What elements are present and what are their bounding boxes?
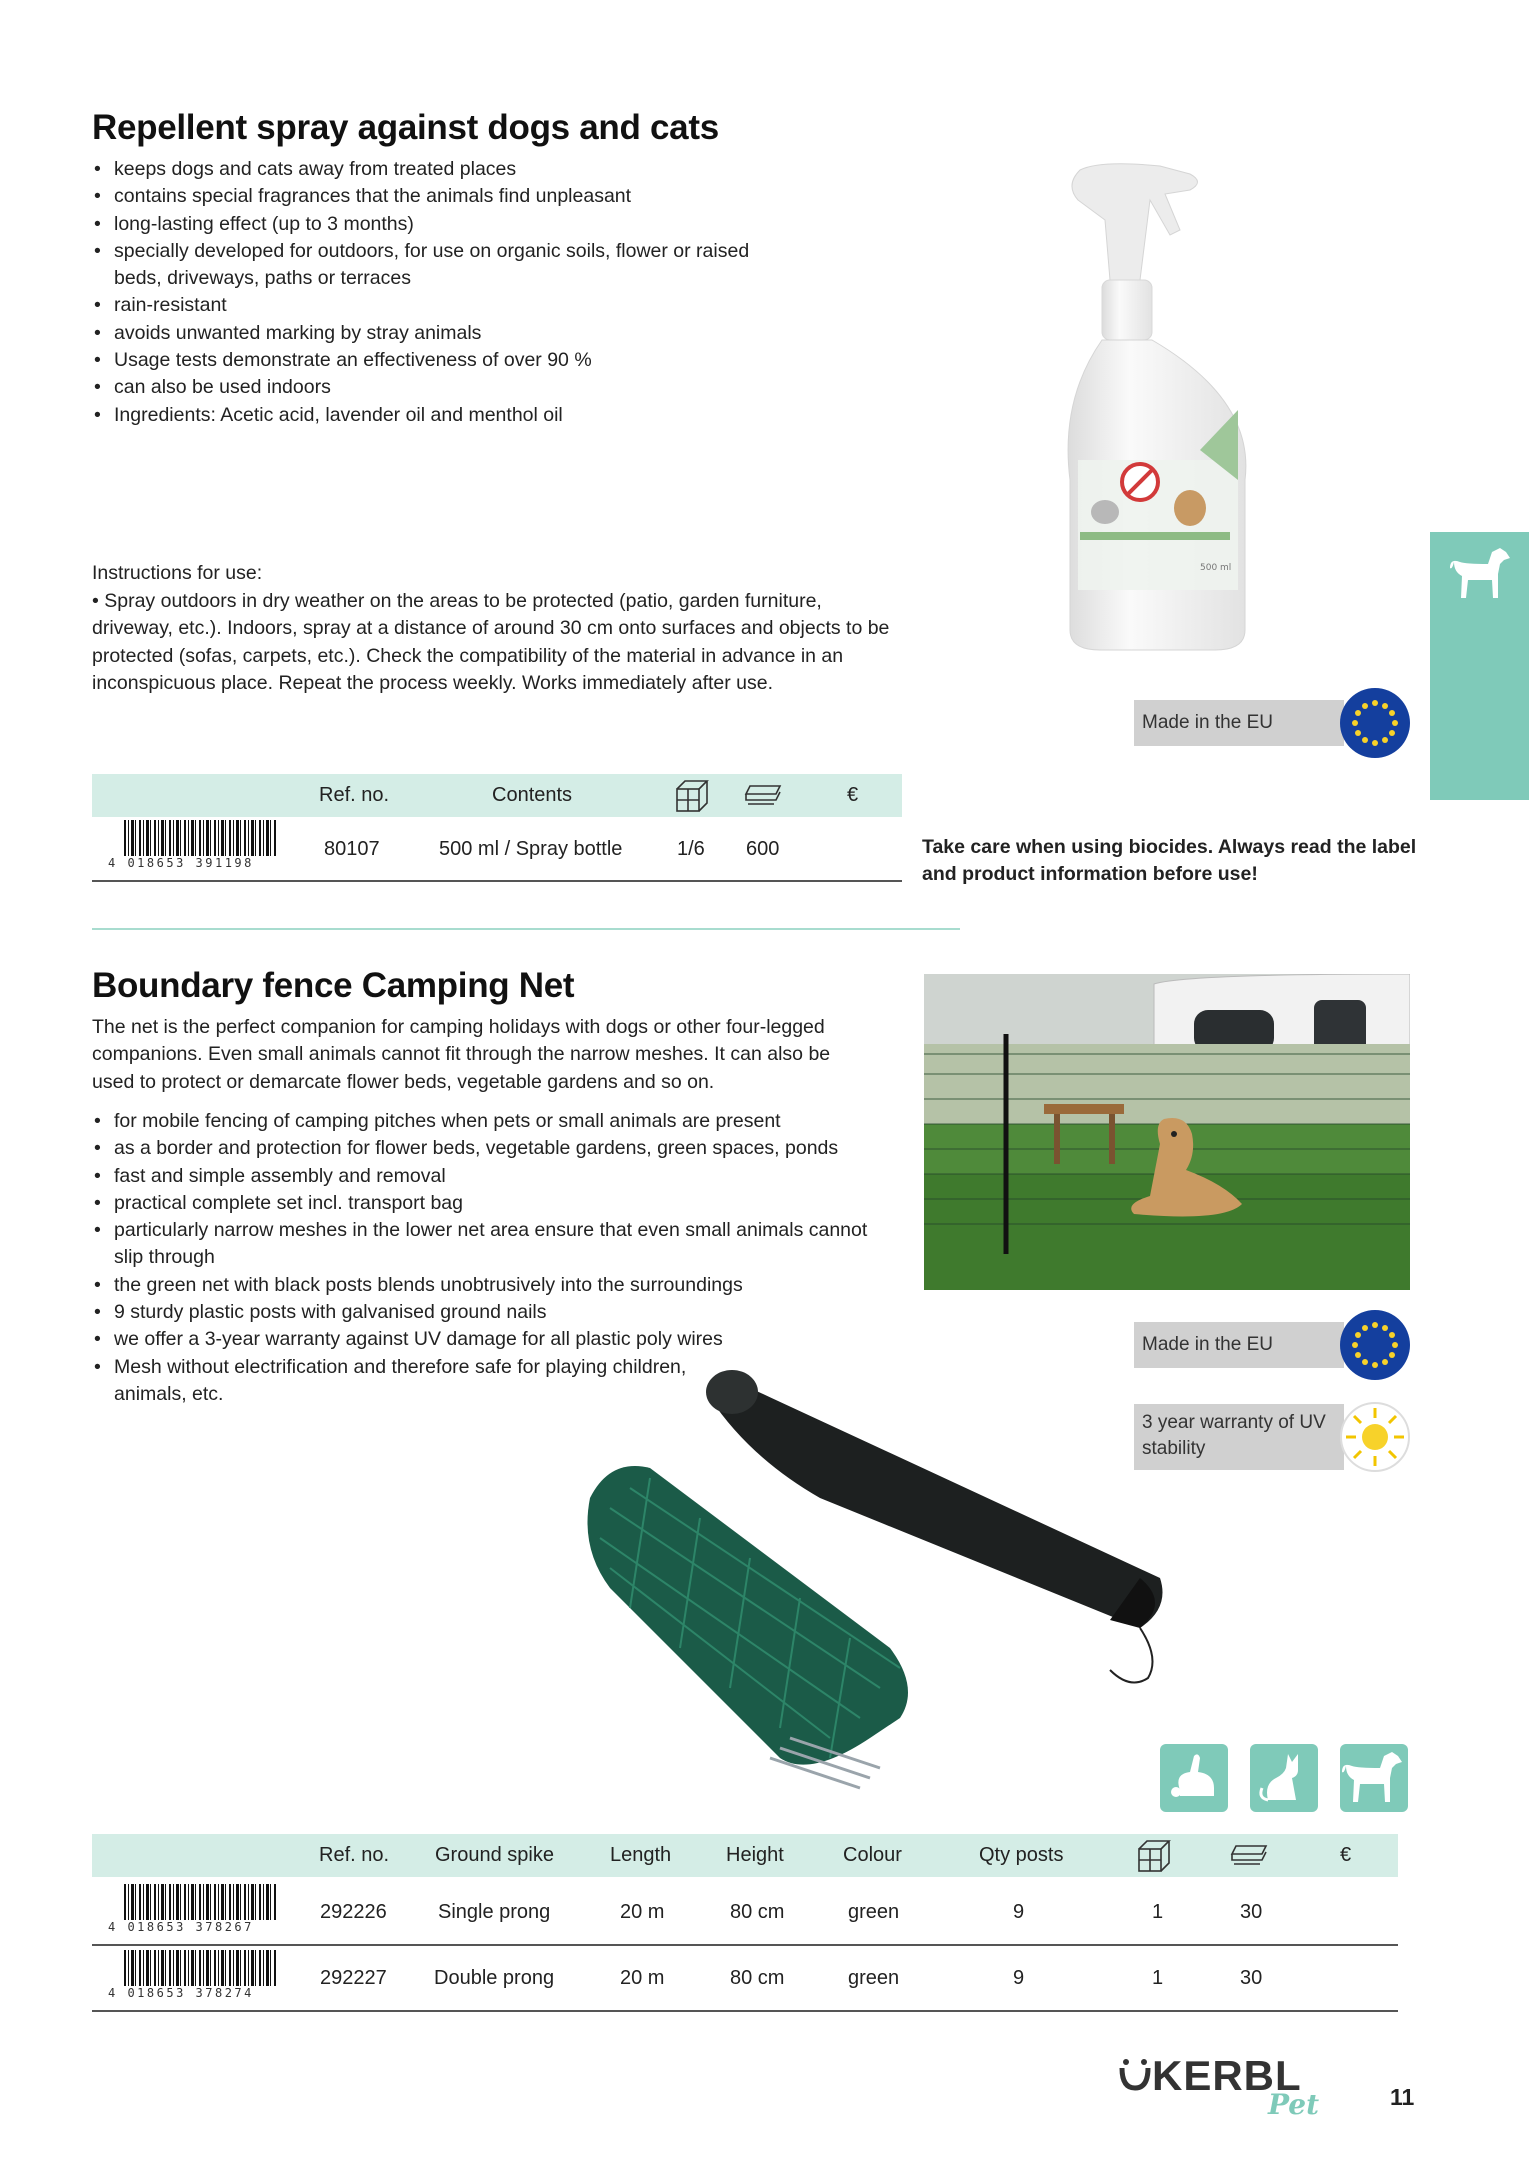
header-length: Length xyxy=(610,1844,672,1866)
list-item: • contains special fragrances that the animals find unpleasant xyxy=(92,183,792,210)
ref-number: 80107 xyxy=(324,838,380,860)
row-divider xyxy=(92,2010,1398,2012)
made-in-eu-badge: Made in the EU xyxy=(1134,700,1344,746)
ref-number: 292226 xyxy=(320,1901,387,1923)
qty-posts: 9 xyxy=(1013,1901,1025,1923)
product1-bullets xyxy=(92,156,792,429)
header-qty-posts: Qty posts xyxy=(979,1844,1064,1866)
brand-name: KERBL xyxy=(1152,2052,1302,2099)
barcode-number: 4 018653 378267 xyxy=(108,1920,254,1934)
package-unit-icon xyxy=(1137,1839,1171,1873)
package-unit: 1 xyxy=(1152,1967,1164,1989)
list-item: • for mobile fencing of camping pitches when pets or small animals are present xyxy=(92,1108,872,1135)
kerbl-mark-icon xyxy=(1118,2056,1152,2092)
barcode xyxy=(108,1950,278,2000)
barcode-bars xyxy=(124,820,276,856)
made-in-eu-badge: Made in the EU xyxy=(1134,1322,1344,1368)
instructions-heading: Instructions for use: xyxy=(92,562,263,584)
list-item: • Ingredients: Acetic acid, lavender oil and menthol oil xyxy=(92,402,792,429)
header-ref: Ref. no. xyxy=(319,784,390,806)
product1-title: Repellent spray against dogs and cats xyxy=(92,108,719,147)
list-item: • Mesh without electrification and therefore safe for playing children, animals, etc. xyxy=(92,1354,702,1409)
header-ground-spike: Ground spike xyxy=(435,1844,554,1866)
qty-posts: 9 xyxy=(1013,1967,1025,1989)
product2-intro: The net is the perfect companion for camping holidays with dogs or other four-legged companions. Even small animals cannot fit through the narrow meshes. It can also be used to protect or demarcate flower beds, vegetable gardens and so on. xyxy=(92,1016,831,1093)
barcode-bars xyxy=(124,1884,276,1920)
bottle-label: 500 ml xyxy=(1200,563,1232,573)
header-price: € xyxy=(847,784,859,806)
height: 80 cm xyxy=(730,1967,785,1989)
ref-number: 292227 xyxy=(320,1967,387,1989)
row-divider xyxy=(92,880,902,882)
package-unit-icon xyxy=(675,779,709,813)
list-item: • we offer a 3-year warranty against UV damage for all plastic poly wires xyxy=(92,1326,872,1353)
table-header xyxy=(92,1834,1398,1877)
category-side-tab xyxy=(1430,532,1529,800)
list-item: • Usage tests demonstrate an effectiveness of over 90 % xyxy=(92,347,792,374)
page-number: 11 xyxy=(1390,2084,1415,2110)
barcode-number: 4 018653 378274 xyxy=(108,1986,254,2000)
rabbit-category-icon xyxy=(1160,1744,1228,1812)
header-colour: Colour xyxy=(843,1844,902,1866)
dog-icon xyxy=(1448,542,1512,602)
barcode xyxy=(108,820,278,870)
ground-spike: Double prong xyxy=(434,1967,555,1989)
pallet-qty: 30 xyxy=(1240,1967,1263,1989)
length: 20 m xyxy=(620,1901,665,1923)
barcode-number: 4 018653 391198 xyxy=(108,856,254,870)
header-price: € xyxy=(1340,1844,1352,1866)
row-divider xyxy=(92,1944,1398,1946)
dog-category-icon xyxy=(1340,1744,1408,1812)
header-height: Height xyxy=(726,1844,784,1866)
barcode-bars xyxy=(124,1950,276,1986)
pallet-icon xyxy=(744,784,782,806)
pallet-qty: 600 xyxy=(746,838,780,860)
section-divider xyxy=(92,928,960,930)
list-item: • can also be used indoors xyxy=(92,374,792,401)
list-item: • practical complete set incl. transport bag xyxy=(92,1190,872,1217)
table-header xyxy=(92,774,902,817)
fence-net-product-image xyxy=(570,1358,1170,1808)
eu-flag-icon xyxy=(1340,688,1410,758)
uv-warranty-badge: 3 year warranty of UV stability xyxy=(1134,1404,1344,1470)
list-item: • as a border and protection for flower beds, vegetable gardens, green spaces, ponds xyxy=(92,1135,872,1162)
sun-icon xyxy=(1340,1402,1410,1472)
barcode xyxy=(108,1884,278,1934)
instructions-text: • Spray outdoors in dry weather on the areas to be protected (patio, garden furniture, driveway, etc.). Indoors, spray at a distance of around 30 cm onto surfaces and objects to be protected (sofas, carpets, etc.). Check the compatibility of the material in advance in an inconspicuous place. Repeat the process weekly. Works immediately after use. xyxy=(92,590,890,694)
list-item: • 9 sturdy plastic posts with galvanised ground nails xyxy=(92,1299,872,1326)
header-ref: Ref. no. xyxy=(319,1844,390,1866)
colour: green xyxy=(848,1967,900,1989)
list-item: • rain-resistant xyxy=(92,292,792,319)
contents: 500 ml / Spray bottle xyxy=(439,838,623,860)
package-unit: 1 xyxy=(1152,1901,1164,1923)
list-item: • particularly narrow meshes in the lower net area ensure that even small animals cannot slip through xyxy=(92,1217,872,1272)
pallet-icon xyxy=(1230,1844,1268,1866)
package-unit: 1/6 xyxy=(677,838,705,860)
spray-bottle-image xyxy=(1040,160,1270,660)
biocide-warning: Take care when using biocides. Always read the label and product information before use! xyxy=(922,836,1417,885)
eu-flag-icon xyxy=(1340,1310,1410,1380)
pallet-qty: 30 xyxy=(1240,1901,1263,1923)
colour: green xyxy=(848,1901,900,1923)
list-item: • specially developed for outdoors, for use on organic soils, flower or raised beds, driveways, paths or terraces xyxy=(92,238,792,293)
kerbl-pet-logo xyxy=(1118,2052,1328,2122)
ground-spike: Single prong xyxy=(438,1901,551,1923)
cat-category-icon xyxy=(1250,1744,1318,1812)
list-item: • keeps dogs and cats away from treated places xyxy=(92,156,792,183)
product2-title: Boundary fence Camping Net xyxy=(92,966,575,1005)
header-contents: Contents xyxy=(492,784,573,806)
list-item: • the green net with black posts blends unobtrusively into the surroundings xyxy=(92,1272,872,1299)
brand-subname: Pet xyxy=(1268,2088,1320,2121)
camping-photo xyxy=(924,974,1410,1290)
list-item: • fast and simple assembly and removal xyxy=(92,1163,872,1190)
list-item: • avoids unwanted marking by stray animals xyxy=(92,320,792,347)
height: 80 cm xyxy=(730,1901,785,1923)
length: 20 m xyxy=(620,1967,665,1989)
list-item: • long-lasting effect (up to 3 months) xyxy=(92,211,792,238)
